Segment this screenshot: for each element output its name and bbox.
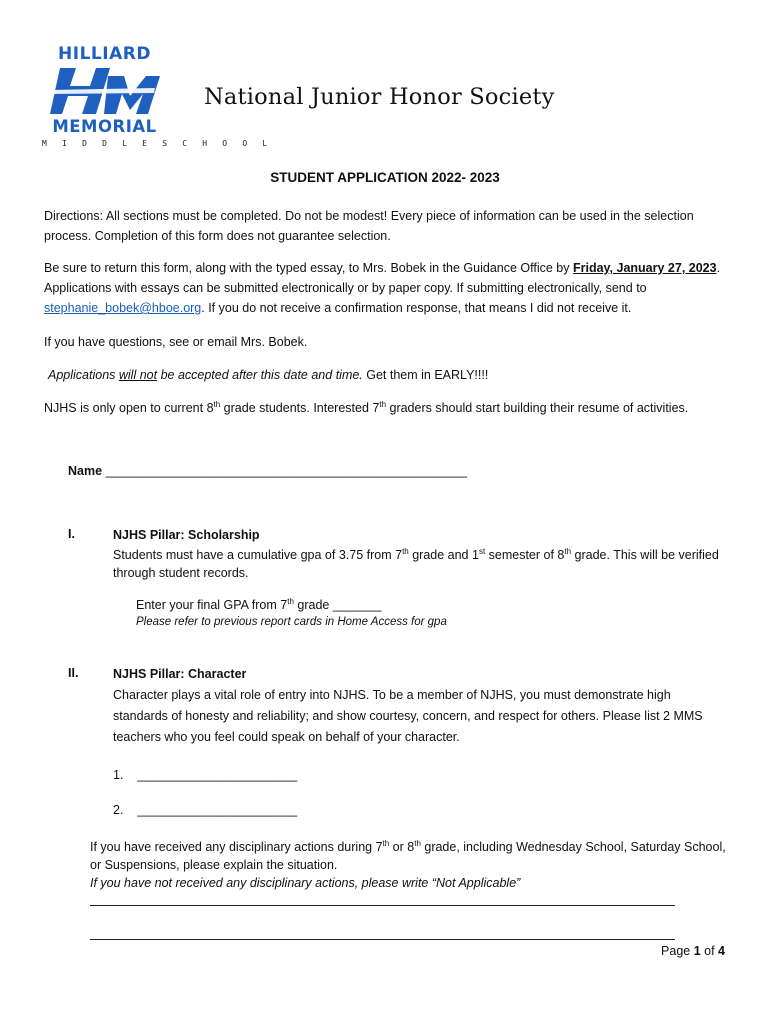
teacher-1-number: 1.: [113, 768, 124, 782]
teacher-1-blank[interactable]: _______________________: [137, 768, 298, 782]
disc-sup-2: th: [414, 838, 421, 848]
answer-line-2[interactable]: [90, 939, 675, 940]
disciplinary-section: [90, 838, 726, 892]
gpa-sup: th: [287, 596, 294, 606]
section-2: [113, 664, 703, 748]
s1-sup-b: st: [478, 546, 486, 556]
gpa-label-a: Enter your final GPA from 7: [136, 598, 288, 612]
section-1-numeral: I.: [68, 527, 75, 541]
section-2-line-1: Character plays a vital role of entry into NJHS. To be a member of NJHS, you must demonstrate high: [113, 688, 671, 702]
return-suffix: .: [716, 261, 721, 275]
disciplinary-note: If you have not received any disciplinary actions, please write “Not Applicable”: [90, 876, 521, 890]
directions-line-1: Directions: All sections must be completed. Do not be modest! Every piece of information can be used in the selection: [44, 209, 694, 223]
late-part-3: be accepted after this date and time.: [157, 368, 363, 382]
s1-text-b: grade and 1: [408, 548, 479, 562]
directions: [44, 206, 694, 246]
school-logo: [42, 44, 273, 148]
late-part-1: Applications: [48, 368, 119, 382]
page-footer: [661, 944, 725, 958]
teacher-2-number: 2.: [113, 803, 124, 817]
section-2-heading: NJHS Pillar: Character: [113, 667, 247, 681]
name-label: Name: [68, 464, 103, 478]
section-1-heading: NJHS Pillar: Scholarship: [113, 528, 260, 542]
disc-c: grade, including Wednesday School, Saturday School,: [420, 840, 726, 854]
gpa-note: Please refer to previous report cards in Home Access for gpa: [136, 616, 447, 628]
return-line-3-suffix: . If you do not receive a confirmation response, that means I did not receive it.: [201, 301, 632, 315]
elig-part-2: grade students. Interested 7: [220, 401, 380, 415]
s1-text-c: semester of 8: [485, 548, 565, 562]
section-2-line-2: standards of honesty and reliability; and show courtesy, concern, and respect for others. Please list 2 MMS: [113, 709, 703, 723]
s1-sup-c: th: [564, 546, 572, 556]
return-instructions: [44, 258, 720, 318]
logo-bottom-word: MEMORIAL: [52, 117, 157, 136]
footer-page-total: 4: [718, 944, 725, 958]
return-prefix: Be sure to return this form, along with the typed essay, to Mrs. Bobek in the Guidance Office by: [44, 261, 573, 275]
return-line-3: [44, 298, 720, 318]
society-title: National Junior Honor Society: [204, 84, 555, 110]
hm-monogram-icon: [50, 66, 160, 116]
elig-sup-1: th: [213, 399, 221, 409]
disc-a: If you have received any disciplinary actions during 7: [90, 840, 383, 854]
disciplinary-line-2: or Suspensions, please explain the situation.: [90, 858, 338, 872]
elig-part-1: NJHS is only open to current 8: [44, 401, 214, 415]
email-link[interactable]: stephanie_bobek@hboe.org: [44, 301, 202, 315]
gpa-label-b[interactable]: grade _______: [293, 598, 382, 612]
disciplinary-line-1: [90, 838, 726, 856]
return-line-2: Applications with essays can be submitted electronically or by paper copy. If submitting electronically, send to: [44, 281, 647, 295]
late-part-4: Get them in EARLY!!!!: [362, 368, 489, 382]
questions-text: If you have questions, see or email Mrs. Bobek.: [44, 335, 308, 349]
elig-part-3: graders should start building their resume of activities.: [386, 401, 689, 415]
section-2-numeral: II.: [68, 666, 79, 680]
elig-sup-2: th: [379, 399, 387, 409]
s1-text-a: Students must have a cumulative gpa of 3.75 from 7: [113, 548, 403, 562]
footer-of-word: of: [700, 944, 719, 958]
disc-sup-1: th: [382, 838, 390, 848]
gpa-field[interactable]: [136, 598, 382, 612]
logo-top-word: HILLIARD: [58, 44, 151, 64]
teacher-2-blank[interactable]: _______________________: [137, 803, 298, 817]
footer-page-number: 1: [693, 944, 701, 958]
teacher-item-1[interactable]: [113, 768, 297, 782]
footer-page-word: Page: [661, 944, 694, 958]
section-1: [113, 525, 719, 582]
return-line-1: [44, 258, 720, 278]
late-notice: [48, 368, 488, 382]
eligibility-text: [44, 401, 688, 415]
section-2-line-3: teachers who you feel could speak on behalf of your character.: [113, 730, 460, 744]
deadline-date: Friday, January 27, 2023: [572, 261, 717, 275]
late-part-2: will not: [118, 368, 158, 382]
answer-line-1[interactable]: [90, 905, 675, 906]
s1-sup-a: th: [402, 546, 409, 556]
teacher-item-2[interactable]: [113, 803, 297, 817]
directions-line-2: process. Completion of this form does not guarantee selection.: [44, 229, 391, 243]
s1-text-d: grade. This will be verified: [571, 548, 719, 562]
name-field[interactable]: [68, 464, 467, 478]
application-title: STUDENT APPLICATION 2022- 2023: [270, 170, 500, 185]
section-1-line-2: through student records.: [113, 566, 249, 580]
disc-b: or 8: [389, 840, 415, 854]
section-1-line-1: [113, 545, 719, 565]
logo-subtitle: M I D D L E S C H O O L: [42, 139, 273, 148]
name-blank[interactable]: ____________________________________________________: [105, 464, 468, 478]
